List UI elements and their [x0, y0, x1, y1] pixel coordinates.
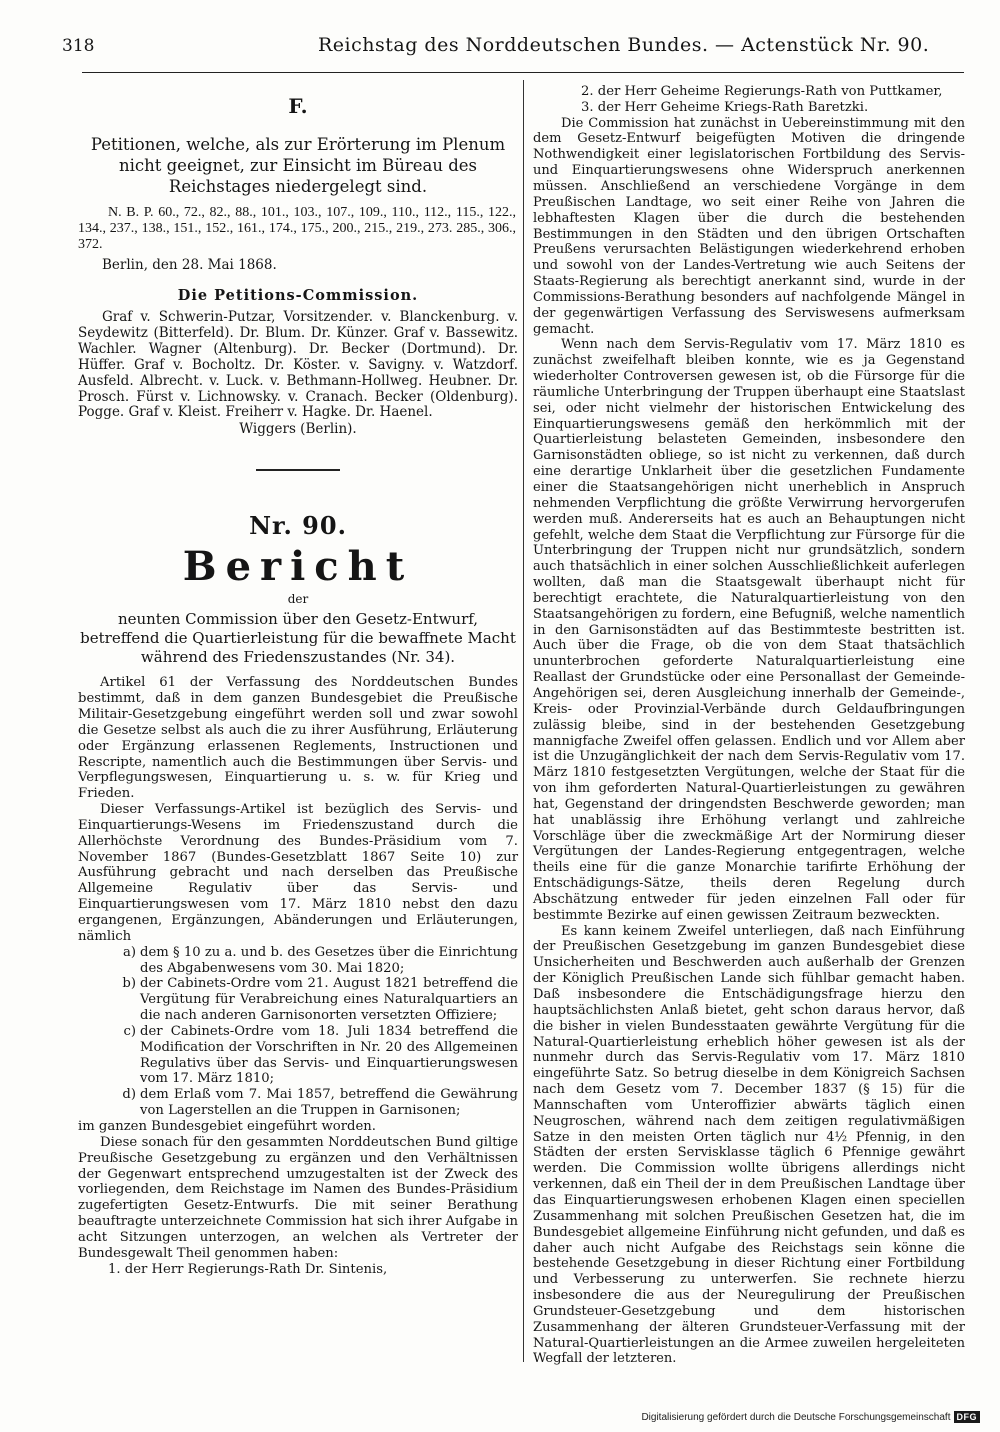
section-divider [256, 469, 340, 471]
list-item [78, 945, 518, 977]
paragraph: Es kann keinem Zweifel unterliegen, daß nach Einführung der Preußischen Gesetzgebung im ganzen Bundesgebiet diese Unsicherheiten und Beschwerden auch außerhalb der Grenzen der Königlich Preußischen Lande sich fühlbar gemacht haben. Daß insbesondere die Entschädigungsfrage hierzu den hauptsächlichsten Anlaß bietet, geht schon daraus hervor, daß die bisher in vielen Bundesstaaten gewährte Vergütung für die Natural-Quartierleistung erheblich höher gewesen ist als der nunmehr durch das Servis-Regulativ vom 17. März 1810 eingeführte Satz. So betrug dieselbe in dem Königreich Sachsen nach dem Gesetz vom 7. December 1837 (§ 15) für die Mannschaften vom Unteroffizier abwärts täglich einen Neugroschen, während nach dem zeitigen regulativmäßigen Satze in den meisten Orten täglich nur 4½ Pfennig, in den Städten der ersten Servisklasse täglich 6 Pfennige gewährt werden. Die Commission wollte übrigens allerdings nicht verkennen, daß ein Theil der in dem Preußischen Landtage über das Einquartierungswesen erhobenen Klagen einen speciellen Zusammenhang mit solchen Preußischen Gesetzen hat, die im Bundesgebiet allgemeine Einführung nicht gefunden, und daß es daher auch nicht Aufgabe des Reichstags sein könne die bestehende Gesetzgebung in dieser Richtung einer Fortbildung und Verbesserung zu unterwerfen. Sie rechnete hierzu insbesondere die aus der Neuregulirung der Preußischen Grundsteuer-Gesetzgebung und dem historischen Zusammenhang der älteren Grundsteuer-Verfassung mit der Natural-Quartierleistungen an die Armee zuweilen hergeleiteten Wegfall der letzteren. [533, 923, 965, 1367]
commission-title: Die Petitions-Commission. [177, 287, 419, 304]
list-item [78, 976, 518, 1024]
header-rule [82, 72, 964, 73]
left-column [78, 84, 518, 1277]
report-title: Bericht [182, 543, 414, 591]
credit-text: Digitalisierung gefördert durch die Deutsche Forschungsgemeinschaft [641, 1411, 951, 1423]
report-body-left [78, 675, 518, 944]
list-marker: b) [122, 976, 136, 992]
petition-numbers: N. B. P. 60., 72., 82., 88., 101., 103., 107., 109., 110., 112., 115., 122., 134., 237., 138., 151., 152., 161., 174., 175., 200., 215., 219., 273. 285., 306., 372. [78, 205, 516, 252]
government-representative: 1. der Herr Regierungs-Rath Dr. Sintenis, [108, 1261, 388, 1277]
paragraph: Dieser Verfassungs-Artikel ist bezüglich des Servis- und Einquartierungs-Wesens im Friedenszustand durch die Allerhöchste Verordnung des Bundes-Präsidium vom 7. November 1867 (Bundes-Gesetzblatt 1867 Seite 10) zur Ausführung gebracht und nach derselben das Preußische Allgemeine Regulativ über das Servis- und Einquartierungswesen vom 17. März 1810 nebst den dazu ergangenen, Ergänzungen, Abänderungen und Erläuterungen, nämlich [78, 802, 518, 944]
government-representatives [533, 84, 965, 116]
dateline: Berlin, den 28. Mai 1868. [102, 257, 277, 273]
list-marker: c) [123, 1023, 136, 1039]
paragraph: Diese sonach für den gesammten Norddeutschen Bund giltige Preußische Gesetzgebung zu ergänzen und den Verhältnissen der Gegenwart entsprechend umzugestalten ist der Zweck des vorliegenden, dem Reichstage im Namen des Bundes-Präsidium zugefertigten Gesetz-Entwurfs. Die mit seiner Berathung beauftragte unterzeichnete Commission hat sich ihrer Aufgabe in acht Sitzungen unterzogen, an welchen als Vertreter der Bundesgewalt Theil genommen haben: [78, 1134, 518, 1261]
paragraph: Wenn nach dem Servis-Regulativ vom 17. März 1810 es zunächst zweifelhaft bleiben konnte, wie es ja Gegenstand wiederholter Controversen gewesen ist, ob die Fürsorge für die räumliche Unterbringung der Truppen überhaupt eine Staatslast sei, oder nicht vielmehr der historischen Entwickelung des Einquartierungswesens gemäß den herkömmlich mit der Quartierleistung belasteten Gemeinden, insbesondere den Garnisonstädten obliege, so ist nicht zu verkennen, daß durch eine derartige Unklarheit über die gesetzlichen Fundamente einer die Staatsangehörigen nicht unerheblich in Anspruch nehmenden Verpflichtung die größte Verwirrung hervorgerufen werden muß. Andererseits hat es auch an Behauptungen nicht gefehlt, welche dem Staat die Verpflichtung zur Fürsorge für die Unterbringung der Truppen nicht nur grundsätzlich, sondern auch thatsächlich in einer solchen Ausschließlichkeit auferlegen wollten, daß man die Staatsgewalt überhaupt nicht für berechtigt erachtete, die Naturalquartierleistung von den Staatsangehörigen zu fordern, eine Befugniß, welche namentlich in den Garnisonstädten auf das Bestimmteste bestritten ist. Auch über die Frage, ob die von dem Staat thatsächlich ununterbrochen geforderte Naturalquartierleistung eine Reallast der Grundstücke oder eine Personallast der Gemeinde-Angehörigen sei, deren Ausgleichung innerhalb der Gemeinde-, Kreis- oder Provinzial-Verbände durch Geldaufbringungen zulässig bleibe, sind in der bestehenden Gesetzgebung mannigfache Zweifel offen gelassen. Endlich und vor Allem aber ist die Unzugänglichkeit der nach dem Servis-Regulativ vom 17. März 1810 festgesetzten Vergütungen, welche der Staat für die von ihm geforderten Natural-Quartierleistungen zu gewähren hat, Gegenstand der dringendsten Beschwerde geworden; man hat unablässig ihre Erhöhung verlangt und zahlreiche Vorschläge über die zweckmäßige Art der Normirung dieser Vergütungen der Landes-Regierung entgegentragen, welche theils eine für die ganze Monarchie tarifirte Erhöhung der Entschädigungs-Sätze, theils deren Regelung durch Abschätzung entweder für jeden einzelnen Fall oder für bestimmte Bezirke auf einen gewissen Zeitraum bezweckten. [533, 337, 965, 923]
list-text: der Cabinets-Ordre vom 18. Juli 1834 betreffend die Modification der Vorschriften in Nr. 20 des Allgemeinen Regulativs über das Servis- und Einquartierungswesen vom 17. März 1810; [140, 1023, 518, 1087]
paragraph: Artikel 61 der Verfassung des Norddeutschen Bundes bestimmt, daß in dem ganzen Bundesgebiet die Preußische Militair-Gesetzgebung eingeführt werden soll und zwar sowohl die Gesetze selbst als auch die zu ihrer Ausführung, Erläuterung oder Ergänzung erlassenen Reglements, Instructionen und Rescripte, namentlich auch die Bestimmungen über Servis- und Verpflegungswesen, Einquartierung u. s. w. für Krieg und Frieden. [78, 675, 518, 802]
list-item [78, 1024, 518, 1087]
list-text: dem § 10 zu a. und b. des Gesetzes über die Einrichtung des Abgabenwesens vom 30. Mai 1820; [140, 944, 518, 976]
section-intro: Petitionen, welche, als zur Erörterung im Plenum nicht geeignet, zur Einsicht im Büreau des Reichstages niedergelegt sind. [90, 135, 506, 196]
report-body-right [533, 116, 965, 1368]
page-header [62, 34, 982, 68]
list-text: dem Erlaß vom 7. Mai 1857, betreffend die Gewährung von Lagerstellen an die Truppen in Garnisonen; [140, 1087, 518, 1119]
running-title: Reichstag des Norddeutschen Bundes. — Actenstück Nr. 90. [318, 34, 930, 56]
right-column [533, 84, 965, 1367]
list-text: der Cabinets-Ordre vom 21. August 1821 betreffend die Vergütung für Verabreichung eines Naturalquartiers an die nach anderen Garnisonorten versetzten Offiziere; [140, 976, 518, 1024]
column-divider [523, 80, 524, 1362]
report-der: der [287, 592, 309, 607]
digitization-credit [600, 1408, 980, 1426]
report-number: Nr. 90. [249, 511, 347, 541]
section-letter: F. [288, 94, 308, 118]
report-body-left-2 [78, 1135, 518, 1262]
commission-members: Graf v. Schwerin-Putzar, Vorsitzender. v. Blanckenburg. v. Seydewitz (Bitterfeld). Dr. Blum. Dr. Künzer. Graf v. Bassewitz. Wachler. Wagner (Altenburg). Dr. Becker (Dortmund). Dr. Hüffer. Graf v. Bocholtz. Dr. Köster. v. Savigny. v. Watzdorf. Ausfeld. Albrecht. v. Luck. v. Bethmann-Hollweg. Heubner. Dr. Prosch. Fürst v. Lichnowsky. v. Cranach. Becker (Oldenburg). Pogge. Graf v. Kleist. Freiherr v. Hagke. Dr. Haenel. [78, 309, 518, 421]
commission-members-end: Wiggers (Berlin). [239, 421, 357, 438]
page-number: 318 [62, 36, 95, 56]
report-subtitle: neunten Commission über den Gesetz-Entwurf, betreffend die Quartierleistung für die bewaffnete Macht während des Friedenszustandes (Nr. 34). [80, 610, 516, 667]
paragraph: Die Commission hat zunächst in Uebereinstimmung mit den dem Gesetz-Entwurf beigefügten Motiven die dringende Nothwendigkeit einer legislatorischen Fortbildung des Servis- und Einquartierungswesens ohne Widerspruch anerkennen müssen. Anschließend an verschiedene Vorgänge in dem Preußischen Landtage, wo seit einer Reihe von Jahren die lebhaftesten Klagen über die durch die bestehenden Bestimmungen in den Städten und den übrigen Ortschaften Preußens verursachten Belästigungen wiederkehrend erhoben und sowohl von der Landes-Vertretung wie auch Seitens der Staats-Regierung als berechtigt anerkannt sind, wurde in der Commissions-Berathung besonders auf nachfolgende Mängel in der gegenwärtigen Verfassung des Serviswesens aufmerksam gemacht. [533, 115, 965, 337]
government-representative: 3. der Herr Geheime Kriegs-Rath Baretzki. [581, 99, 869, 115]
government-representative: 2. der Herr Geheime Regierungs-Rath von Puttkamer, [581, 84, 943, 99]
list-marker: d) [122, 1087, 136, 1103]
list-marker: a) [122, 944, 136, 960]
after-list-text: im ganzen Bundesgebiet eingeführt worden. [78, 1118, 376, 1134]
list-item [78, 1087, 518, 1119]
dfg-logo: DFG [954, 1411, 981, 1423]
